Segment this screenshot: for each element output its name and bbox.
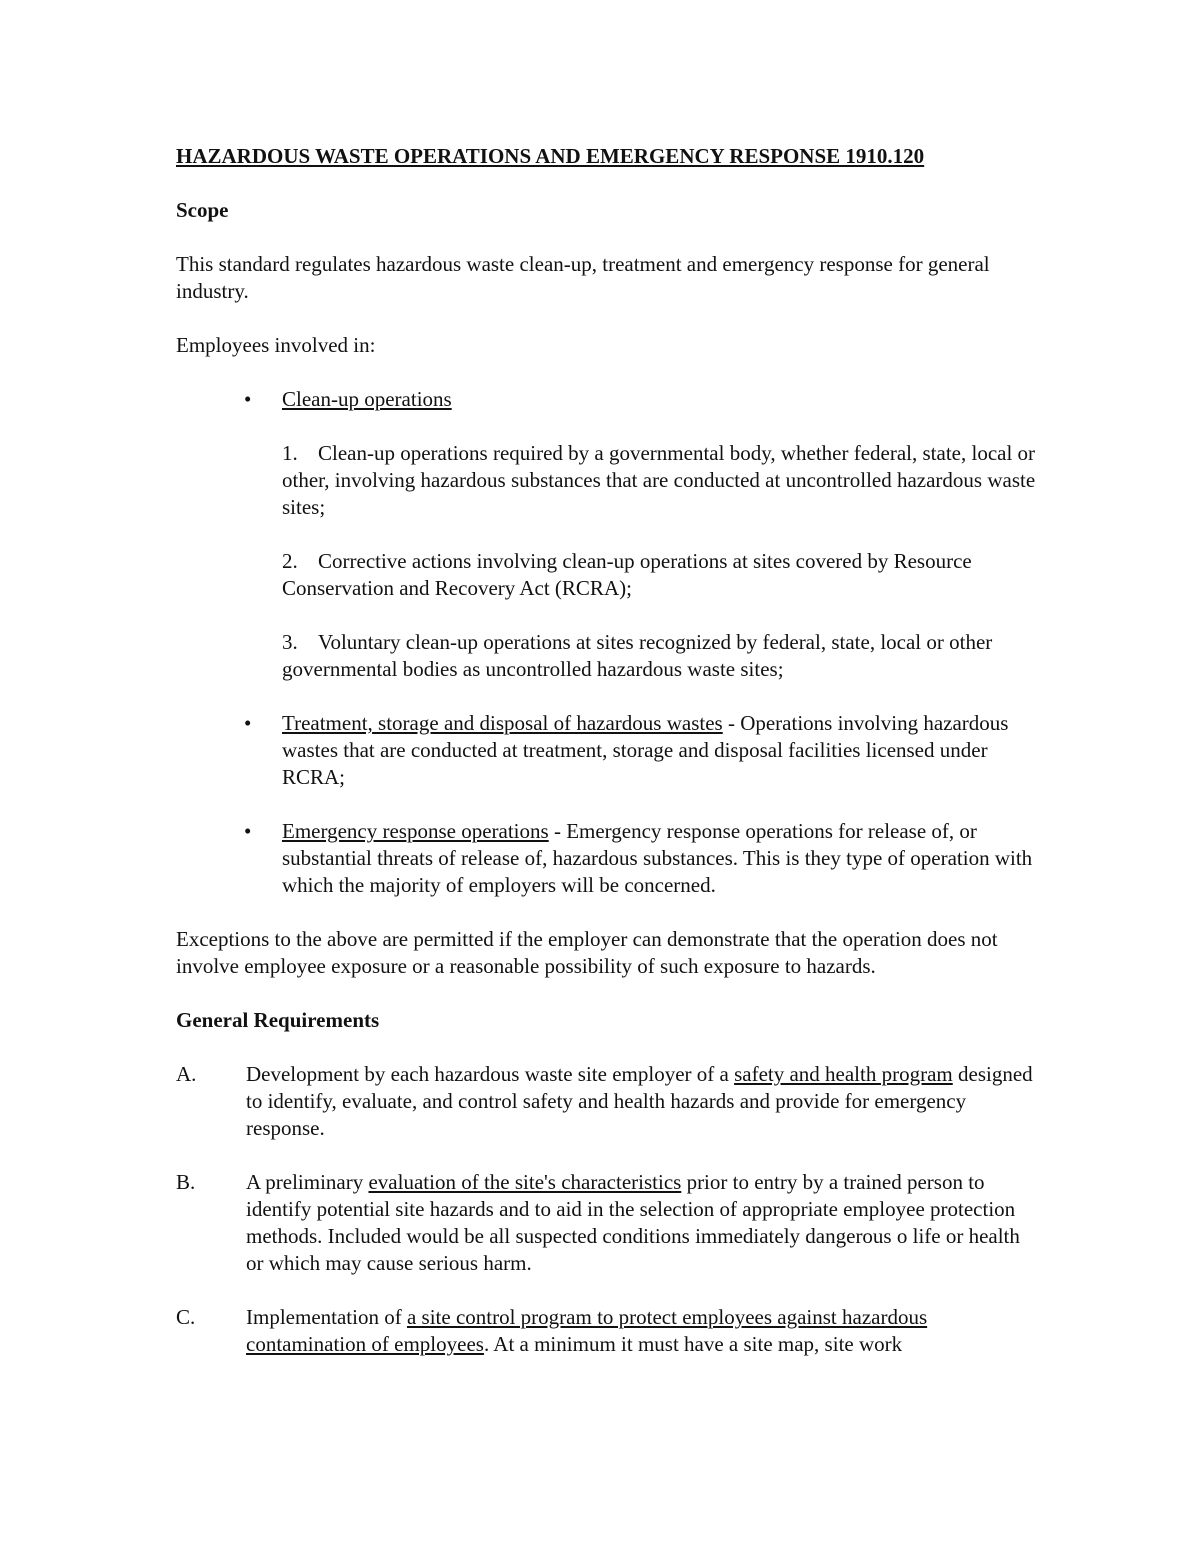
scope-intro: This standard regulates hazardous waste clean-up, treatment and emergency response for general industry. (176, 252, 990, 303)
document-title: HAZARDOUS WASTE OPERATIONS AND EMERGENCY RESPONSE 1910.120 (176, 144, 925, 168)
bullet-icon: • (244, 387, 252, 411)
requirement-text: designed to identify, evaluate, and control safety and health hazards and provide for emergency response. (246, 1062, 1033, 1140)
requirement-text: Development by each hazardous waste site employer of a (246, 1062, 735, 1086)
bullet-cleanup-operations (176, 386, 1036, 413)
requirement-item-a (176, 1061, 1036, 1142)
cleanup-item-text: Clean-up operations required by a governmental body, whether federal, state, local or other, involving hazardous substances that are conducted at uncontrolled hazardous waste sites; (282, 441, 1036, 519)
bullet-icon: • (244, 819, 252, 843)
requirement-underlined: a site control program to protect employees against hazardous contamination of employees (246, 1305, 928, 1356)
requirement-letter: A. (176, 1062, 197, 1086)
requirement-letter: B. (176, 1170, 196, 1194)
cleanup-item-number: 1. (282, 441, 298, 465)
requirement-letter: C. (176, 1305, 196, 1329)
general-requirements-heading: General Requirements (176, 1008, 380, 1032)
bullet-label: Emergency response operations (282, 819, 549, 843)
cleanup-item-text: Corrective actions involving clean-up operations at sites covered by Resource Conservation and Recovery Act (RCRA); (282, 549, 972, 600)
bullet-icon: • (244, 711, 252, 735)
bullet-text: - Emergency response operations for release of, or substantial threats of release of, hazardous substances. This is they type of operation with which the majority of employers will be concerned. (282, 819, 1033, 897)
cleanup-item (176, 629, 1036, 683)
document-body (176, 143, 1036, 1358)
bullet-emergency-response (176, 818, 1036, 899)
requirement-text: A preliminary (246, 1170, 369, 1194)
bullet-label: Clean-up operations (282, 387, 452, 411)
cleanup-item-number: 2. (282, 549, 298, 573)
cleanup-item-number: 3. (282, 630, 298, 654)
requirement-underlined: evaluation of the site's characteristics (368, 1170, 682, 1194)
bullet-label: Treatment, storage and disposal of hazardous wastes (282, 711, 723, 735)
cleanup-item-text: Voluntary clean-up operations at sites recognized by federal, state, local or other governmental bodies as uncontrolled hazardous waste sites; (282, 630, 993, 681)
cleanup-item (176, 440, 1036, 521)
exceptions-paragraph: Exceptions to the above are permitted if the employer can demonstrate that the operation does not involve employee exposure or a reasonable possibility of such exposure to hazards. (176, 927, 998, 978)
requirement-item-c (176, 1304, 1036, 1358)
employees-intro: Employees involved in: (176, 333, 376, 357)
requirement-text: Implementation of (246, 1305, 407, 1329)
requirement-text: prior to entry by a trained person to identify potential site hazards and to aid in the selection of appropriate employee protection methods. Included would be all suspected conditions immediately dangerous o life or health or which may cause serious harm. (246, 1170, 1020, 1275)
bullet-treatment-storage-disposal (176, 710, 1036, 791)
bullet-text: - Operations involving hazardous wastes that are conducted at treatment, storage and disposal facilities licensed under RCRA; (282, 711, 1009, 789)
cleanup-item (176, 548, 1036, 602)
requirement-underlined: safety and health program (734, 1062, 953, 1086)
scope-heading: Scope (176, 198, 229, 222)
requirement-text: . At a minimum it must have a site map, site work (483, 1332, 903, 1356)
requirement-item-b (176, 1169, 1036, 1277)
